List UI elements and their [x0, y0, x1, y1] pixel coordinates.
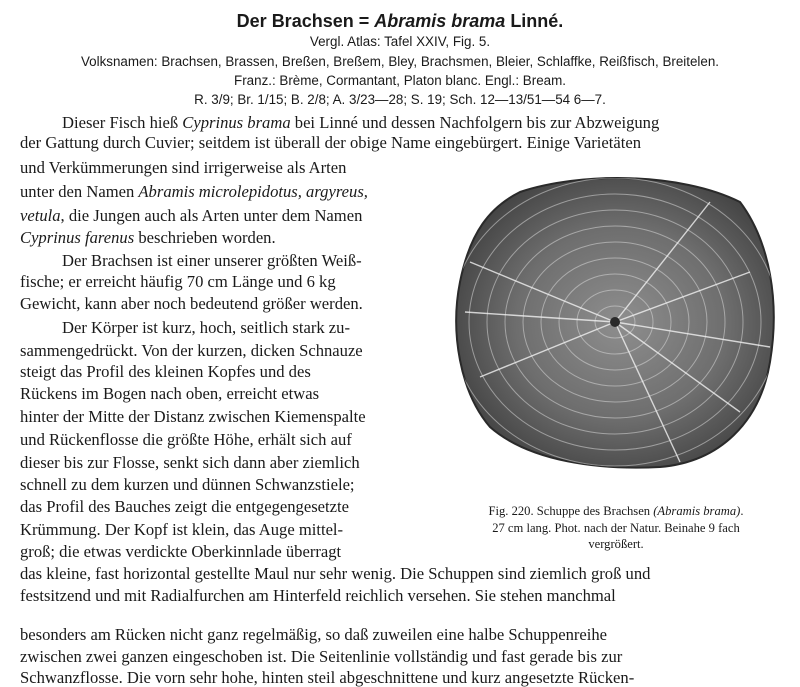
text-line — [20, 230, 276, 247]
foreign-names: Franz.: Brème, Cormantant, Platon blanc. Engl.: Bream. — [234, 73, 566, 88]
caption-line: vergrößert. — [588, 537, 644, 552]
latin-name: Abramis microlepidotus, argyreus, — [138, 182, 368, 201]
text-line: groß; die etwas verdickte Oberkinnlade überragt — [20, 542, 342, 561]
text-line: dieser bis zur Flosse, senkt sich dann aber ziemlich — [20, 453, 360, 472]
text-line: der Gattung durch Cuvier; seitdem ist überall der obige Name eingebürgert. Einige Varietäten — [20, 133, 641, 152]
text-line: schnell zu dem kurzen und dünnen Schwanzstiele; — [20, 475, 355, 494]
title-latin-name: Abramis brama — [374, 11, 506, 31]
text-line: Gewicht, kann aber noch bedeutend größer werden. — [20, 294, 363, 313]
text-run: Dieser Fisch hieß — [62, 113, 183, 132]
text-line: sammengedrückt. Von der kurzen, dicken Schnauze — [20, 341, 363, 360]
caption-line — [436, 503, 796, 520]
text-line: besonders am Rücken nicht ganz regelmäßig, so daß zuweilen eine halbe Schuppenreihe — [20, 625, 608, 644]
scale-focus — [610, 317, 620, 327]
text-line: zwischen zwei ganzen eingeschoben ist. Die Seitenlinie vollständig und fast gerade bis zur — [20, 647, 623, 666]
scale-photograph — [450, 172, 780, 470]
text-line: Der Brachsen ist einer unserer größten Weiß- — [62, 251, 362, 270]
text-line: Krümmung. Der Kopf ist klein, das Auge mittel- — [20, 520, 344, 539]
caption-run: Fig. 220. Schuppe des Brachsen — [488, 504, 654, 518]
text-line: festsitzend und mit Radialfurchen am Hinterfeld reichlich versehen. Sie stehen manchmal — [20, 586, 616, 605]
title-common-name: Der Brachsen = — [236, 11, 375, 31]
text-line: das kleine, fast horizontal gestellte Maul nur sehr wenig. Die Schuppen sind ziemlich groß und — [20, 564, 651, 583]
meristic-formula: R. 3/9; Br. 1/15; B. 2/8; A. 3/23—28; S. 19; Sch. 12—13/51—54 6—7. — [194, 92, 606, 107]
latin-name: vetula — [20, 206, 61, 225]
latin-name: (Abramis brama) — [653, 504, 741, 518]
figure-caption — [436, 503, 796, 553]
text-line: und Verkümmerungen sind irrigerweise als Arten — [20, 158, 347, 177]
atlas-reference: Vergl. Atlas: Tafel XXIV, Fig. 5. — [309, 34, 491, 49]
text-line: steigt das Profil des kleinen Kopfes und des — [20, 362, 311, 381]
text-run: , die Jungen auch als Arten unter dem Namen — [60, 206, 363, 225]
caption-line: 27 cm lang. Phot. nach der Natur. Beinahe 9 fach — [492, 520, 740, 535]
latin-name: Cyprinus farenus — [20, 228, 135, 247]
text-line: hinter der Mitte der Distanz zwischen Kiemenspalte — [20, 407, 366, 426]
text-line: Rückens im Bogen nach oben, erreicht etwas — [20, 384, 320, 403]
title-author: Linné. — [505, 11, 564, 31]
text-run: bei Linné und dessen Nachfolgern bis zur Abzweigung — [290, 113, 660, 132]
text-line: das Profil des Bauches zeigt die entgegengesetzte — [20, 497, 349, 516]
text-line: Der Körper ist kurz, hoch, seitlich stark zu- — [62, 318, 350, 337]
text-line: und Rückenflosse die größte Höhe, erhält sich auf — [20, 430, 352, 449]
text-line: Schwanzflosse. Die vorn sehr hohe, hinten steil abgeschnittene und kurz angesetzte Rücken- — [20, 668, 635, 687]
latin-name: Cyprinus brama — [182, 113, 291, 132]
common-names: Volksnamen: Brachsen, Brassen, Breßen, Breßem, Bley, Brachsmen, Bleier, Schlaffke, Reißfisch, Breitelen. — [80, 54, 720, 69]
text-run: beschrieben worden. — [134, 228, 276, 247]
text-line — [20, 184, 368, 201]
page-title — [0, 12, 800, 30]
text-line — [62, 115, 659, 132]
text-line — [20, 208, 362, 225]
scale-illustration — [450, 172, 780, 470]
caption-run: . — [740, 504, 744, 518]
text-run: unter den Namen — [20, 182, 139, 201]
text-line: fische; er erreicht häufig 70 cm Länge und 6 kg — [20, 272, 336, 291]
